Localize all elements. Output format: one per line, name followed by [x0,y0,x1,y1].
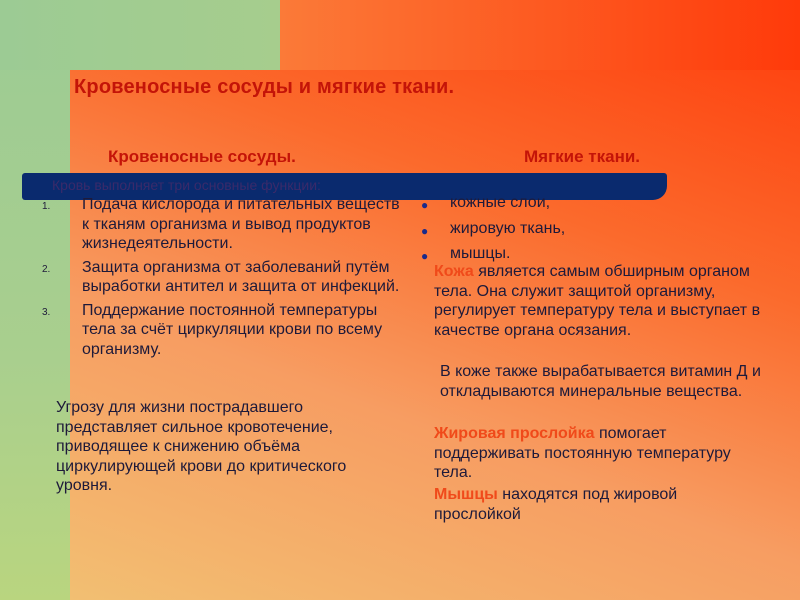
fat-description: помогает поддерживать постоянную температуру тела. [434,425,731,481]
skin-paragraph [434,262,764,340]
list-item-text: Поддержание постоянной температуры тела за счёт циркуляции крови по всему организму. [82,301,383,358]
skin-description: является самым обширным органом тела. Она служит защитой организму, регулирует температуру тела и выступает в качестве органа осязания. [434,263,761,339]
bullet-icon: ● [421,198,429,212]
list-item [420,219,770,239]
list-item-text: Подача кислорода и питательных веществ к тканям организма и вывод продуктов жизнедеятельности. [82,196,400,252]
bullet-icon: ● [421,223,429,238]
skin-term: Кожа [434,263,474,280]
list-item [40,258,400,297]
muscle-paragraph [434,485,764,524]
slide-title: Кровеносные сосуды и мягкие ткани. [74,76,455,98]
list-number: 2. [42,263,51,275]
background-top-band [280,0,800,70]
list-item [40,195,400,254]
list-number: 1. [42,201,51,212]
muscle-description: находятся под жировой прослойкой [434,486,678,523]
list-item-text: мышцы. [450,245,511,262]
bullet-icon: ● [421,249,429,263]
vitamin-paragraph: В коже также вырабатывается витамин Д и откладываются минеральные вещества. [440,363,761,400]
fat-term: Жировая прослойка [434,425,595,442]
list-number: 3. [42,306,51,318]
soft-tissue-list [420,193,770,270]
list-item-text: кожные слои, [450,194,551,211]
list-item [40,301,400,360]
list-item-text: Защита организма от заболеваний путём выработки антител и защита от инфекций. [82,258,400,295]
background-top-left-block [0,0,280,70]
blood-functions-list [40,195,400,363]
muscle-term: Мышцы [434,486,498,503]
list-item [420,244,770,264]
list-item-text: жировую ткань, [450,219,566,237]
blood-functions-intro: Кровь выполняет три основные функции: [52,177,321,193]
list-item [420,193,770,213]
right-column-heading: Мягкие ткани. [524,147,641,166]
bleeding-threat-paragraph: Угрозу для жизни пострадавшего представляет сильное кровотечение, приводящее к снижению объёма циркулирующей крови до критического уровня. [56,399,347,494]
fat-paragraph [434,424,764,483]
left-column-heading: Кровеносные сосуды. [108,147,296,166]
